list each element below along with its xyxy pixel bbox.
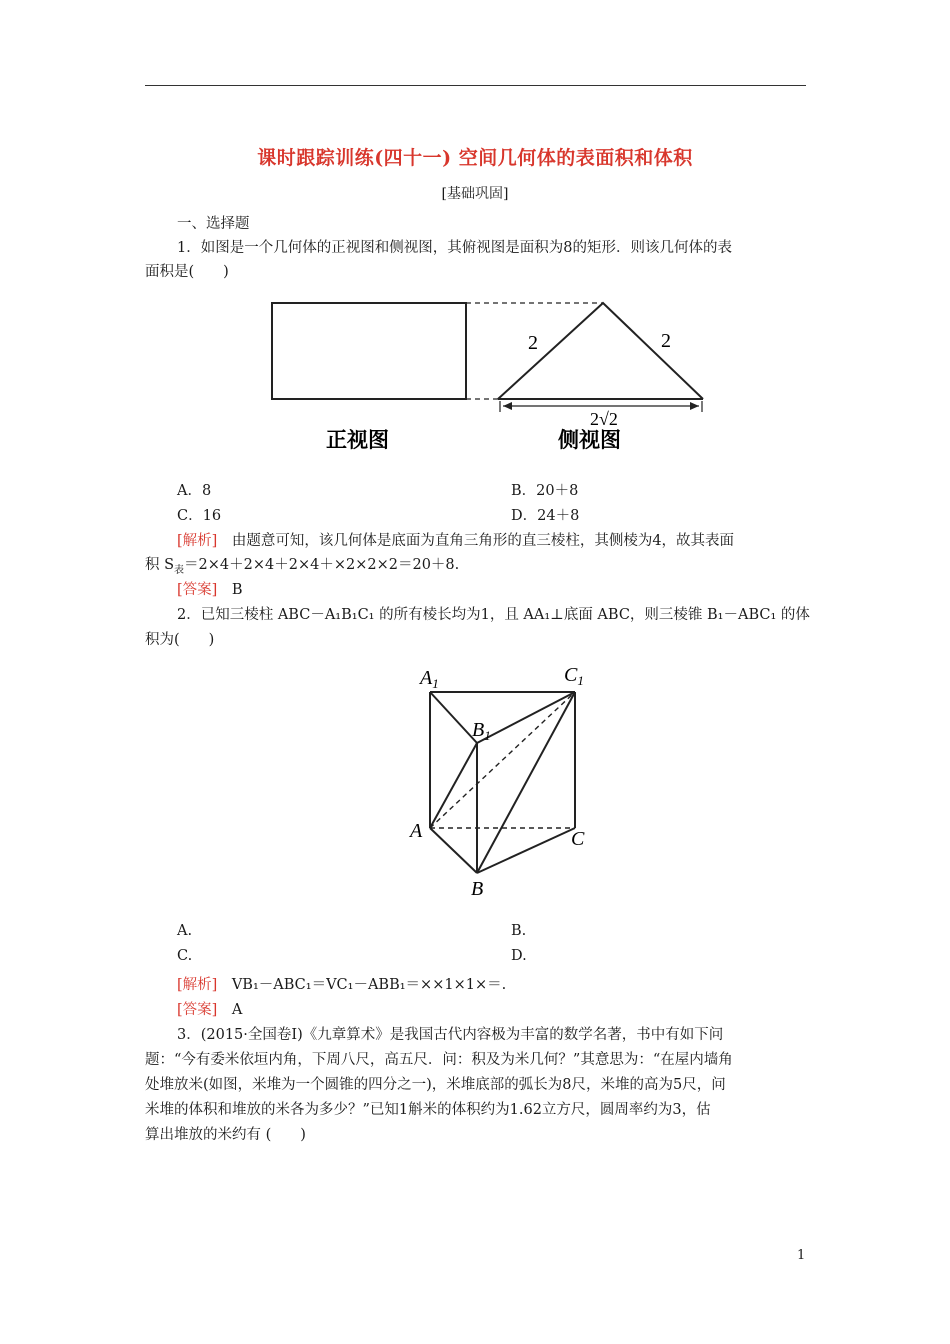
- page-number: 1: [797, 1248, 806, 1263]
- q1-text-line1: 1．如图是一个几何体的正视图和侧视图，其俯视图是面积为8的矩形．则该几何体的表: [177, 240, 732, 256]
- section-subtitle: [基础巩固]: [441, 186, 509, 202]
- side-view-label: 侧视图: [558, 428, 621, 452]
- q1-option-a: A．8: [177, 483, 212, 499]
- answer-tag: [答案]: [177, 1002, 218, 1018]
- q2-analysis-line1: [解析] VB₁－ABC₁＝VC₁－ABB₁＝××1×1×＝.: [177, 977, 507, 993]
- q3-text-line1: 3．(2015·全国卷Ⅰ)《九章算术》是我国古代内容极为丰富的数学名著，书中有如下问: [177, 1027, 724, 1043]
- base-length: 2√2: [590, 409, 618, 429]
- q2-option-d: D.: [511, 948, 527, 964]
- q2-text-line2: 积为( ): [145, 632, 215, 648]
- q3-text-line2: 题：“今有委米依垣内角，下周八尺，高五尺．问：积及为米几何？”其意思为：“在屋内墙角: [145, 1052, 733, 1068]
- q2-option-b: B.: [511, 923, 527, 939]
- side-length-left: 2: [528, 332, 538, 354]
- answer-tag: [答案]: [177, 582, 218, 598]
- q1-option-d: D．24＋8: [511, 508, 580, 524]
- q1-text-line2: 面积是( ): [145, 264, 229, 280]
- q1-option-b: B．20＋8: [511, 483, 579, 499]
- q2-prism-figure: [400, 655, 600, 905]
- section-heading: 一、选择题: [177, 216, 250, 232]
- label-C: C: [571, 828, 585, 850]
- label-C1: $C_1$: [564, 664, 584, 688]
- front-view-label: 正视图: [326, 428, 389, 452]
- q2-text-line1: 2．已知三棱柱 ABC－A₁B₁C₁ 的所有棱长均为1，且 AA₁⊥底面 ABC，则三棱锥 B₁－ABC₁ 的体: [177, 607, 810, 623]
- q2-answer: [答案] A: [177, 1002, 243, 1018]
- page-title: 课时跟踪训练(四十一) 空间几何体的表面积和体积: [257, 147, 693, 169]
- q1-option-c: C．16: [177, 508, 222, 524]
- label-A: A: [410, 820, 423, 842]
- analysis-tag: [解析]: [177, 533, 218, 549]
- q1-three-view-figure: [260, 292, 720, 462]
- q3-text-line3: 处堆放米(如图，米堆为一个圆锥的四分之一)，米堆底部的弧长为8尺，米堆的高为5尺，问: [145, 1077, 726, 1093]
- front-view-rectangle: [272, 303, 466, 399]
- q1-answer: [答案] B: [177, 582, 243, 598]
- q1-analysis-line1: [解析] 由题意可知，该几何体是底面为直角三角形的直三棱柱，其侧棱为4，故其表面: [177, 533, 735, 549]
- label-B: B: [471, 878, 484, 900]
- q2-option-a: A.: [177, 923, 193, 939]
- q2-option-c: C.: [177, 948, 193, 964]
- q3-text-line4: 米堆的体积和堆放的米各为多少？”已知1斛米的体积约为1.62立方尺，圆周率约为3，估: [145, 1102, 711, 1118]
- header-rule: [145, 85, 806, 86]
- analysis-tag: [解析]: [177, 977, 218, 993]
- label-A1: $A_1$: [420, 667, 439, 691]
- label-B1: $B_1$: [472, 719, 491, 743]
- q3-text-line5: 算出堆放的米约有 ( ): [145, 1127, 306, 1143]
- side-length-right: 2: [661, 330, 671, 352]
- q1-analysis-line2: 积 $S_表=2\times 4+2\times 4+2\times 4+\times 2\times 2\times 2=20+8$.: [145, 557, 460, 576]
